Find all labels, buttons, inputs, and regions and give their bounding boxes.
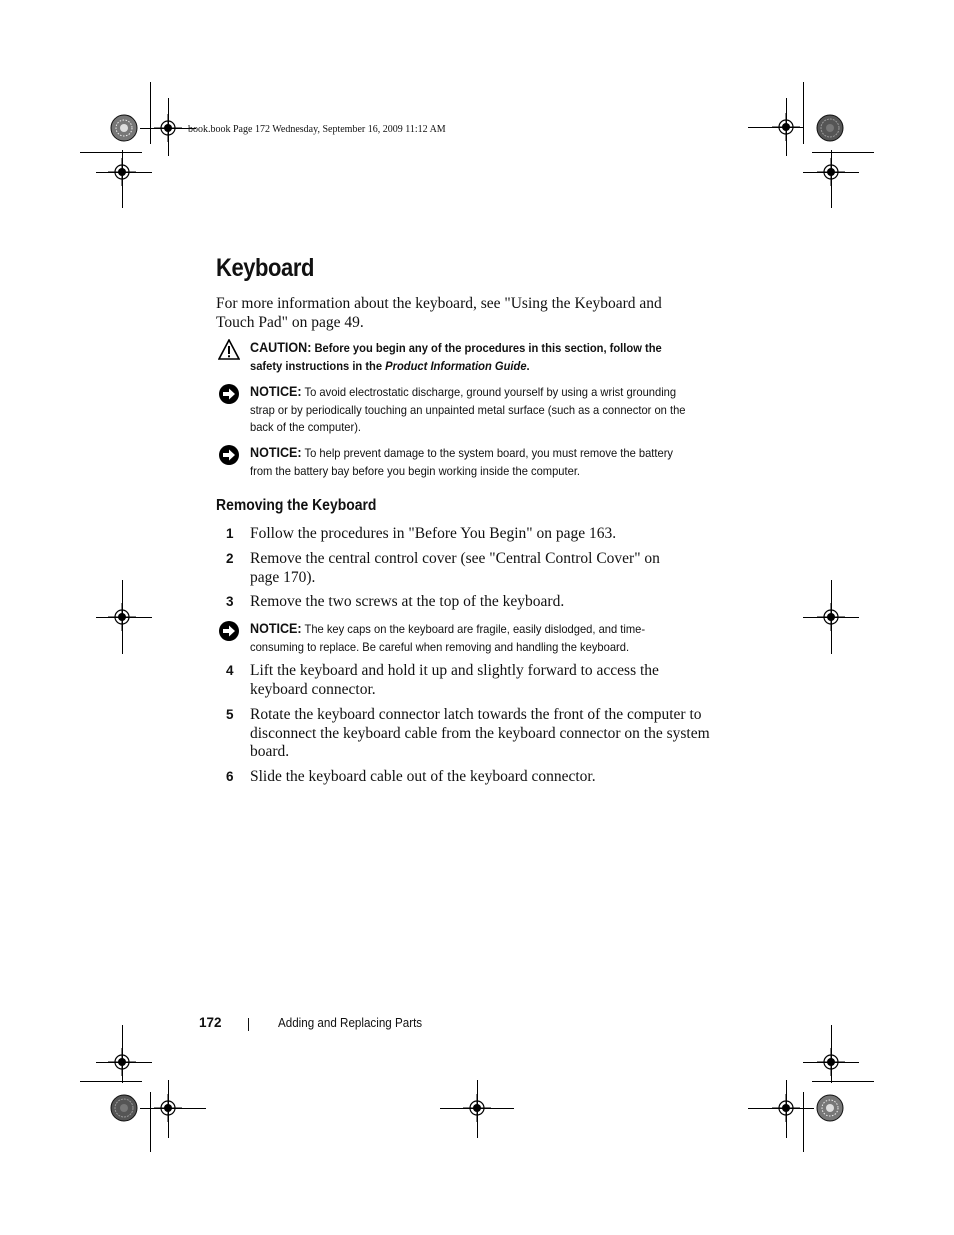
notice-text: [250, 620, 687, 656]
step-number: 4: [226, 663, 234, 678]
registration-target-icon: [463, 1094, 491, 1122]
registration-target-icon: [154, 1094, 182, 1122]
crop-mark: [812, 152, 874, 153]
notice-body: The key caps on the keyboard are fragile, easily dislodged, and time-consuming to replace. Be careful when removing and handling the keyboard.: [250, 622, 646, 654]
caution-triangle-icon: [218, 339, 240, 361]
notice-body: To help prevent damage to the system board, you must remove the battery from the battery bay before you begin working inside the computer.: [250, 446, 673, 478]
caution-label: CAUTION:: [250, 340, 312, 355]
crop-mark: [80, 1081, 142, 1082]
footer-section-title: Adding and Replacing Parts: [278, 1016, 423, 1030]
caution-body: Before you begin any of the procedures in this section, follow the safety instructions in the: [250, 341, 662, 373]
notice-block-esd: [216, 383, 716, 437]
registration-target-icon: [108, 1048, 136, 1076]
caution-guide-title: Product Information Guide: [385, 358, 527, 373]
step-text: Slide the keyboard cable out of the keyboard connector.: [250, 768, 596, 785]
crop-mark: [803, 82, 804, 144]
crop-mark: [150, 1092, 151, 1152]
step-number: 3: [226, 594, 234, 609]
notice-arrow-icon: [218, 620, 240, 642]
step-text: Follow the procedures in "Before You Begin" on page 163.: [250, 525, 617, 542]
registration-target-icon: [108, 603, 136, 631]
step-number: 5: [226, 707, 234, 722]
notice-text: [250, 383, 687, 437]
slug-line: book.book Page 172 Wednesday, September 16, 2009 11:12 AM: [188, 124, 446, 135]
page-title: Keyboard: [216, 254, 314, 282]
notice-body: To avoid electrostatic discharge, ground yourself by using a wrist grounding strap or by periodically touching an unpainted metal surface (such as a connector on the back of the computer).: [250, 385, 686, 434]
caution-block: [216, 339, 716, 379]
notice-arrow-icon: [218, 444, 240, 466]
color-rosette-icon: [816, 114, 844, 142]
color-rosette-icon: [816, 1094, 844, 1122]
registration-target-icon: [772, 113, 800, 141]
notice-block-battery: [216, 444, 716, 482]
step-text: Remove the central control cover (see "Central Control Cover" on page 170).: [250, 550, 660, 586]
caution-end: .: [526, 358, 530, 373]
footer-divider: [248, 1018, 249, 1031]
notice-block-keycaps: [216, 620, 716, 658]
step-number: 6: [226, 769, 234, 784]
step-number: 2: [226, 551, 234, 566]
registration-target-icon: [154, 114, 182, 142]
registration-target-icon: [772, 1094, 800, 1122]
notice-arrow-icon: [218, 383, 240, 405]
step-text: Remove the two screws at the top of the keyboard.: [250, 593, 565, 610]
registration-target-icon: [817, 158, 845, 186]
section-subheading: Removing the Keyboard: [216, 497, 377, 514]
intro-paragraph: For more information about the keyboard, see "Using the Keyboard and Touch Pad" on page 49.: [216, 295, 662, 331]
color-rosette-icon: [110, 114, 138, 142]
crop-mark: [150, 82, 151, 144]
registration-target-icon: [817, 1048, 845, 1076]
crop-mark: [803, 1092, 804, 1152]
notice-label: NOTICE:: [250, 384, 302, 399]
step-text: Lift the keyboard and hold it up and slightly forward to access the keyboard connector.: [250, 662, 659, 698]
registration-target-icon: [108, 158, 136, 186]
crop-mark: [812, 1081, 874, 1082]
registration-target-icon: [817, 603, 845, 631]
notice-label: NOTICE:: [250, 621, 302, 636]
step-text: Rotate the keyboard connector latch towards the front of the computer to disconnect the keyboard cable from the keyboard connector on the system board.: [250, 706, 710, 760]
crop-mark: [80, 152, 142, 153]
notice-text: [250, 444, 687, 480]
notice-label: NOTICE:: [250, 445, 302, 460]
page-number: 172: [199, 1015, 222, 1030]
color-rosette-icon: [110, 1094, 138, 1122]
step-number: 1: [226, 526, 234, 541]
caution-text: [250, 339, 687, 375]
